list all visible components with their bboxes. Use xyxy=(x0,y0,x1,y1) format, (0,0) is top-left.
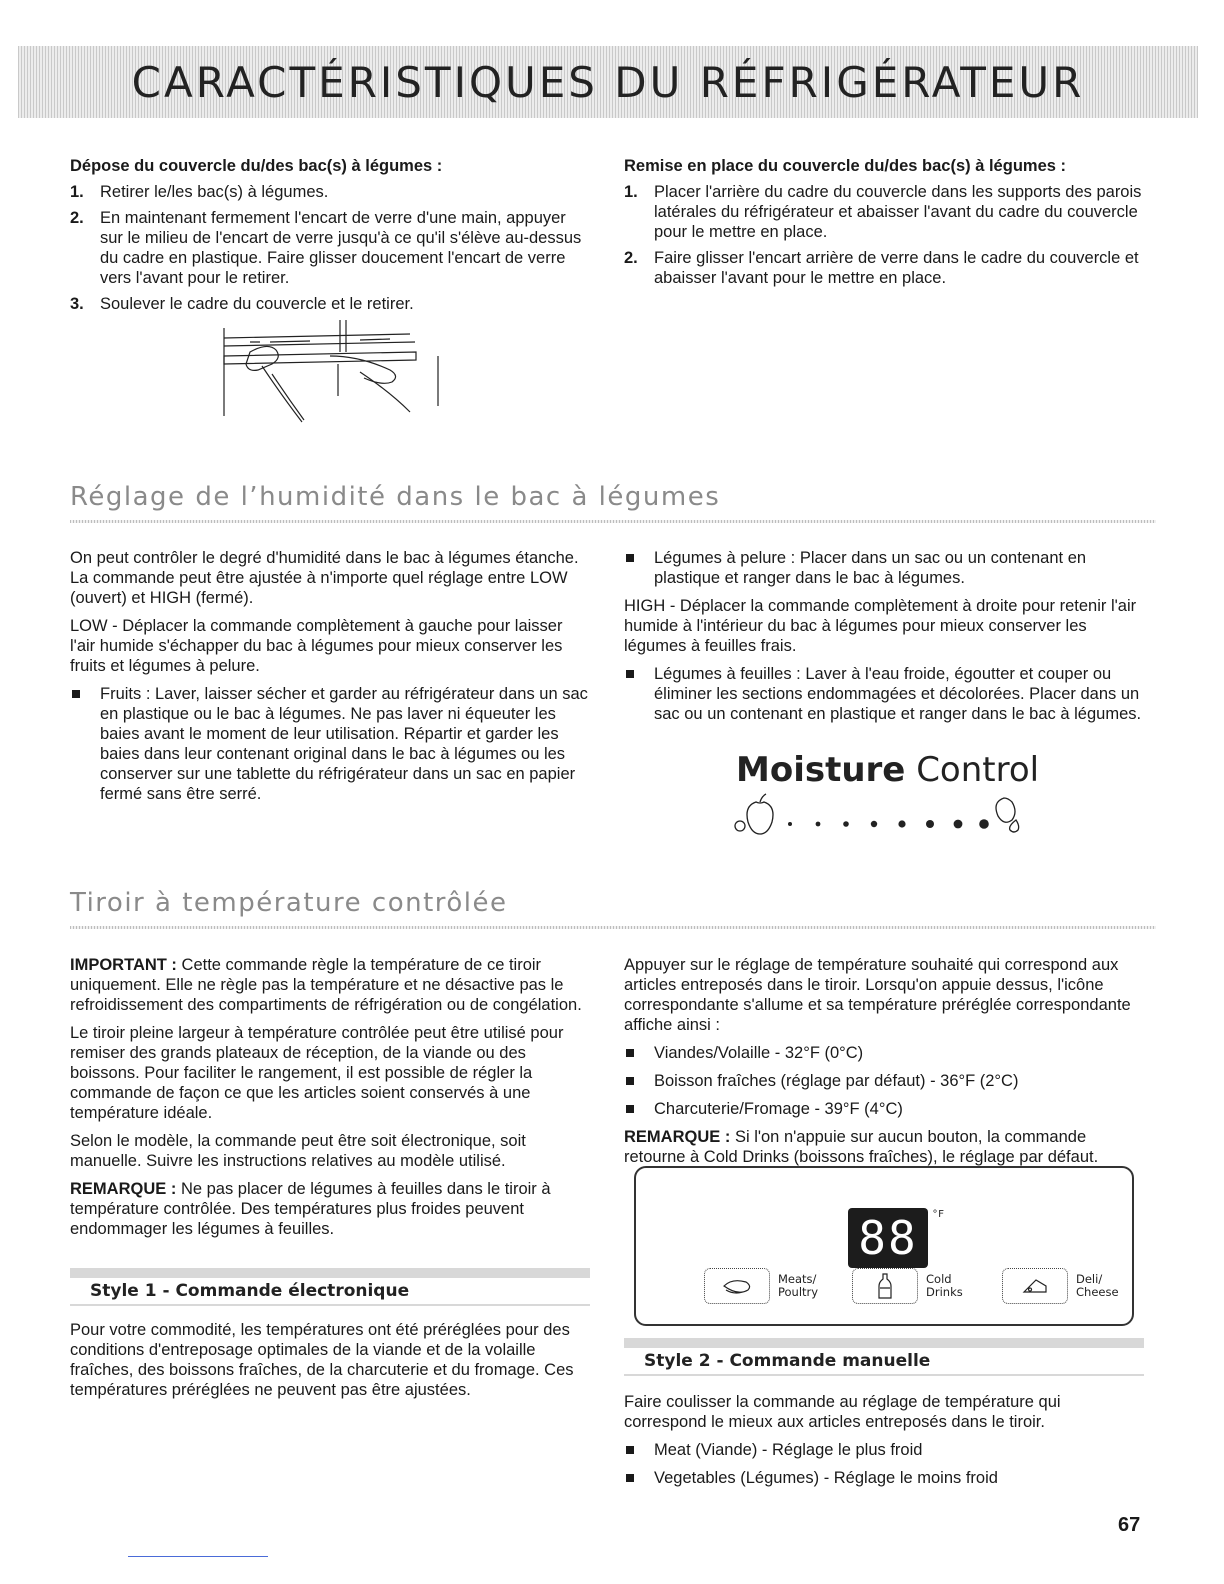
step-number: 2. xyxy=(70,209,84,227)
step-number: 2. xyxy=(624,249,638,267)
style1-title: Style 1 - Commande électronique xyxy=(90,1281,410,1301)
step-text: Retirer le/les bac(s) à légumes. xyxy=(100,183,329,201)
style2-subheading-box xyxy=(624,1338,1144,1384)
humidity-right-list-1 xyxy=(624,548,1144,588)
step-text: Placer l'arrière du cadre du couvercle dans les supports des parois latérales du réfrigérateur et abaisser l'avant du cadre du couvercle pour le mettre en place. xyxy=(654,183,1142,241)
fruit-small-icon xyxy=(735,821,745,831)
temperature-display xyxy=(848,1208,944,1268)
section-divider xyxy=(70,520,1156,523)
list-item: Fruits : Laver, laisser sécher et garder au réfrigérateur dans un sac en plastique ou le bac à légumes. Ne pas laver ni équeuter les baies avant le moment de leur utilisation. Répartir et garder les baies dans leur contenant original dans le bac à légumes ou les conserver sur une tablette du réfrigérateur dans un sac en papier fermé sans être serré. xyxy=(70,684,590,804)
important-label: IMPORTANT : xyxy=(70,956,177,974)
remarque-label: REMARQUE : xyxy=(70,1180,177,1198)
preset-list xyxy=(624,1043,1144,1119)
remarque2-text: Si l'on n'appuie sur aucun bouton, la commande retourne à Cold Drinks (boissons fraîches), le réglage par défaut. xyxy=(624,1128,1099,1166)
list-item xyxy=(70,182,590,202)
list-item xyxy=(70,208,590,288)
meat-icon xyxy=(704,1268,770,1304)
deli-cheese-button[interactable] xyxy=(1002,1268,1119,1304)
humidity-left-column xyxy=(70,548,590,812)
style2-text: Faire coulisser la commande au réglage de température qui correspond le mieux aux articles entreposés dans le tiroir. xyxy=(624,1393,1061,1431)
moisture-slider xyxy=(732,788,1038,838)
list-item: Vegetables (Légumes) - Réglage le moins froid xyxy=(624,1468,1144,1488)
vegetable-icon xyxy=(996,798,1015,822)
water-drop-icon xyxy=(1010,820,1019,832)
button-label-line: Deli/ xyxy=(1076,1272,1103,1286)
list-item: Meat (Viande) - Réglage le plus froid xyxy=(624,1440,1144,1460)
step-text: Soulever le cadre du couvercle et le retirer. xyxy=(100,295,414,313)
manual-settings-list xyxy=(624,1440,1144,1488)
temperature-control-panel xyxy=(634,1166,1134,1326)
style1-subheading-box xyxy=(70,1268,590,1314)
crisper-cover-illustration xyxy=(210,316,450,426)
list-item: Charcuterie/Fromage - 39°F (4°C) xyxy=(624,1099,1144,1119)
footer-line xyxy=(128,1556,268,1557)
list-item: Boisson fraîches (réglage par défaut) - 36°F (2°C) xyxy=(624,1071,1144,1091)
depose-section xyxy=(70,156,590,320)
step-number: 3. xyxy=(70,295,84,313)
display-digits: 88 xyxy=(858,1211,918,1265)
page-number: 67 xyxy=(1118,1514,1141,1536)
meats-poultry-label xyxy=(778,1273,818,1299)
remise-heading: Remise en place du couvercle du/des bac(s) à légumes : xyxy=(624,157,1066,175)
remarque2-label: REMARQUE : xyxy=(624,1128,731,1146)
tiroir-right-column xyxy=(624,955,1144,1175)
cold-drinks-label xyxy=(926,1273,963,1299)
page-banner xyxy=(18,46,1198,118)
display-unit: °F xyxy=(931,1209,944,1220)
remarque2-note xyxy=(624,1127,1144,1167)
remise-section xyxy=(624,156,1144,294)
list-item xyxy=(70,294,590,314)
style2-title: Style 2 - Commande manuelle xyxy=(644,1351,931,1371)
tiroir-left-column xyxy=(70,955,590,1247)
cheese-icon xyxy=(1002,1268,1068,1304)
humidity-low: LOW - Déplacer la commande complètement à gauche pour laisser l'air humide s'échapper du bac à légumes pour mieux conserver les fruits et légumes à pelure. xyxy=(70,617,563,675)
tiroir-section-title: Tiroir à température contrôlée xyxy=(70,888,508,918)
apple-icon xyxy=(747,802,773,834)
remarque-note xyxy=(70,1179,590,1239)
humidity-section-title: Réglage de l’humidité dans le bac à légumes xyxy=(70,482,721,512)
page-title: CARACTÉRISTIQUES DU RÉFRIGÉRATEUR xyxy=(131,57,1085,107)
list-item xyxy=(624,248,1144,288)
depose-steps xyxy=(70,182,590,314)
remise-steps xyxy=(624,182,1144,288)
moisture-word: Moisture xyxy=(736,750,906,790)
humidity-intro: On peut contrôler le degré d'humidité dans le bac à légumes étanche. La commande peut être ajustée à n'importe quel réglage entre LOW (ouvert) et HIGH (fermé). xyxy=(70,549,579,607)
step-number: 1. xyxy=(70,183,84,201)
remarque-text: Ne pas placer de légumes à feuilles dans le tiroir à température contrôlée. Des températures plus froides peuvent endommager les légumes à feuilles. xyxy=(70,1180,551,1238)
button-label-line: Cheese xyxy=(1076,1285,1119,1299)
section-divider xyxy=(70,926,1156,929)
button-label-line: Poultry xyxy=(778,1285,819,1299)
step-text: En maintenant fermement l'encart de verre d'une main, appuyer sur le milieu de l'encart de verre jusqu'à ce qu'il s'élève au-dessus du cadre en plastique. Faire glisser doucement l'encart de verre vers l'avant pour le retirer. xyxy=(100,209,582,287)
meats-poultry-button[interactable] xyxy=(704,1268,818,1304)
humidity-right-column xyxy=(624,548,1144,732)
list-item: Légumes à pelure : Placer dans un sac ou un contenant en plastique et ranger dans le bac à légumes. xyxy=(624,548,1144,588)
cold-drinks-button[interactable] xyxy=(852,1268,963,1304)
tiroir-right-intro: Appuyer sur le réglage de température souhaité qui correspond aux articles entreposés dans le tiroir. Lorsqu'on appuie dessus, l'icône correspondante s'allume et sa température préréglée correspondante affiche ainsi : xyxy=(624,956,1131,1034)
tiroir-paragraph-2: Le tiroir pleine largeur à température contrôlée peut être utilisé pour remiser des grands plateaux de réception, de la viande ou des boissons. Pour faciliter le rangement, il est possible de régler la commande de façon ce que les articles soient conservés à une température idéale. xyxy=(70,1024,564,1122)
style1-column xyxy=(70,1320,590,1408)
important-note xyxy=(70,955,590,1015)
button-label-line: Meats/ xyxy=(778,1272,817,1286)
list-item: Viandes/Volaille - 32°F (0°C) xyxy=(624,1043,1144,1063)
control-word: Control xyxy=(916,750,1040,790)
button-label-line: Drinks xyxy=(926,1285,963,1299)
depose-heading: Dépose du couvercle du/des bac(s) à légumes : xyxy=(70,157,443,175)
style1-text: Pour votre commodité, les températures ont été préréglées pour des conditions d'entreposage optimales de la viande et de la volaille fraîches, des boissons fraîches, de la charcuterie et du fromage. Ces températures préréglées ne peuvent pas être ajustées. xyxy=(70,1321,574,1399)
tiroir-paragraph-3: Selon le modèle, la commande peut être soit électronique, soit manuelle. Suivre les instructions relatives au modèle utilisé. xyxy=(70,1132,526,1170)
humidity-high: HIGH - Déplacer la commande complètement à droite pour retenir l'air humide à l'intérieur du bac à légumes pour mieux conserver les légumes à feuilles frais. xyxy=(624,597,1137,655)
moisture-control-label xyxy=(736,750,1039,790)
button-label-line: Cold xyxy=(926,1272,952,1286)
moisture-dots xyxy=(788,819,989,829)
deli-cheese-label xyxy=(1076,1273,1119,1299)
step-text: Faire glisser l'encart arrière de verre dans le cadre du couvercle et abaisser l'avant pour le mettre en place. xyxy=(654,249,1139,287)
humidity-right-list-2 xyxy=(624,664,1144,724)
bottle-icon xyxy=(852,1268,918,1304)
style2-column xyxy=(624,1392,1144,1496)
step-number: 1. xyxy=(624,183,638,201)
important-text: Cette commande règle la température de ce tiroir uniquement. Elle ne règle pas la température et ne désactive pas le refroidissement des compartiments de réfrigération ou de congélation. xyxy=(70,956,582,1014)
list-item: Légumes à feuilles : Laver à l'eau froide, égoutter et couper ou éliminer les sections endommagées et décolorées. Placer dans un sac ou un contenant en plastique et ranger dans le bac à légumes. xyxy=(624,664,1144,724)
list-item xyxy=(624,182,1144,242)
humidity-left-list xyxy=(70,684,590,804)
